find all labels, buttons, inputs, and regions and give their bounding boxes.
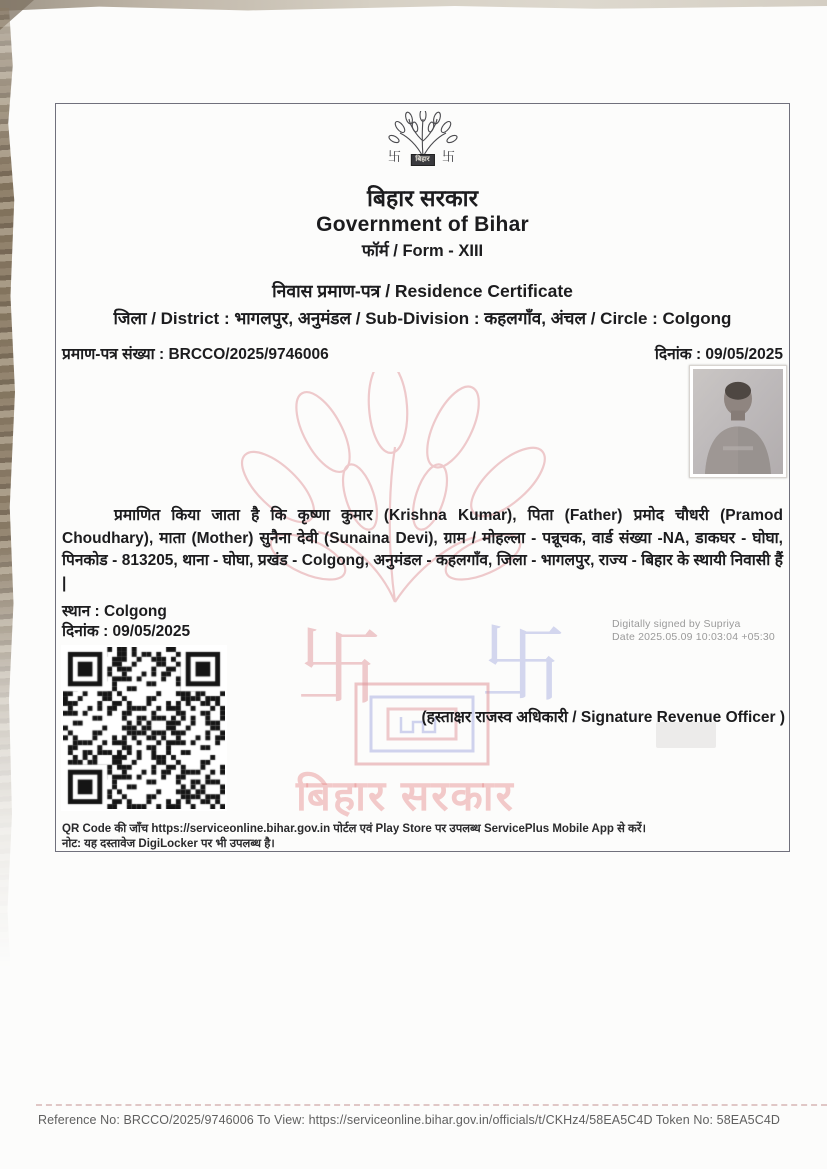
scan-top-edge-artifact (0, 0, 827, 11)
digilocker-note: नोट: यह दस्तावेज DigiLocker पर भी उपलब्ध है। (62, 837, 275, 850)
certificate-header (56, 111, 789, 329)
emblem-swastika-right-icon: 卐 (441, 150, 455, 165)
certificate-meta-row (62, 342, 783, 364)
reference-footer-text: Reference No: BRCCO/2025/9746006 To View: https://serviceonline.bihar.gov.in/officials/t/CKHz4/58EA5C4D Token No: 58EA5C4D (38, 1113, 781, 1127)
applicant-photo (693, 369, 783, 474)
qr-verification-note: QR Code की जाँच https://serviceonline.bihar.gov.in पोर्टल एवं Play Store पर उपलब्ध ServicePlus Mobile App से करें। (62, 823, 646, 835)
place-line: स्थान : Colgong (62, 603, 167, 620)
digital-signature-line2: Date 2025.05.09 10:03:04 +05:30 (612, 631, 775, 643)
date-line: दिनांक : 09/05/2025 (62, 623, 191, 640)
digital-signature-stamp (612, 618, 775, 644)
state-name-hindi: बिहार सरकार (366, 185, 479, 211)
watermark-swastika-right-icon: 卐 (480, 615, 566, 715)
certificate-title: निवास प्रमाण-पत्र / Residence Certificate (272, 281, 573, 301)
qr-code-container (61, 645, 227, 811)
scan-left-edge-artifact (0, 8, 15, 968)
issue-date: दिनांक : 09/05/2025 (654, 346, 783, 363)
emblem-swastika-left-icon: 卐 (387, 150, 401, 165)
watermark-swastika-left-icon: 卐 (296, 618, 382, 718)
scan-fold-line (36, 1104, 827, 1106)
watermark-state-text: बिहार सरकार (296, 772, 515, 819)
digital-signature-line1: Digitally signed by Supriya (612, 618, 741, 630)
form-number-line: फॉर्म / Form - XIII (361, 242, 484, 260)
district-subdivision-circle-line: जिला / District : भागलपुर, अनुमंडल / Sub-Division : कहलगाँव, अंचल / Circle : Colgong (113, 309, 732, 328)
place-date-block (62, 602, 190, 642)
emblem-badge: बिहार (410, 154, 434, 166)
certificate-border-frame (55, 103, 790, 852)
certificate-body-text: प्रमाणित किया जाता है कि कृष्णा कुमार (Krishna Kumar), पिता (Father) प्रमोद चौधरी (Pramod Choudhary), माता (Mother) सुनैना देवी (Sunaina Devi), ग्राम / मोहल्ला - पन्नूचक, वार्ड संख्या -NA, डाकघर - घोघा, पिनकोड - 813205, थाना - घोघा, प्रखंड - Colgong, अनुमंडल - कहलगाँव, जिला - भागलपुर, राज्य - बिहार के स्थायी निवासी हैं | (62, 507, 783, 592)
state-name-english: Government of Bihar (316, 213, 529, 236)
certificate-number: प्रमाण-पत्र संख्या : BRCCO/2025/9746006 (62, 346, 329, 363)
bihar-government-emblem (380, 111, 466, 173)
applicant-photo-frame (689, 365, 787, 478)
qr-code (63, 647, 225, 809)
footer-notes (62, 822, 783, 851)
revenue-officer-signature-caption: (हस्ताक्षर राजस्व अधिकारी / Signature Revenue Officer ) (421, 709, 785, 726)
